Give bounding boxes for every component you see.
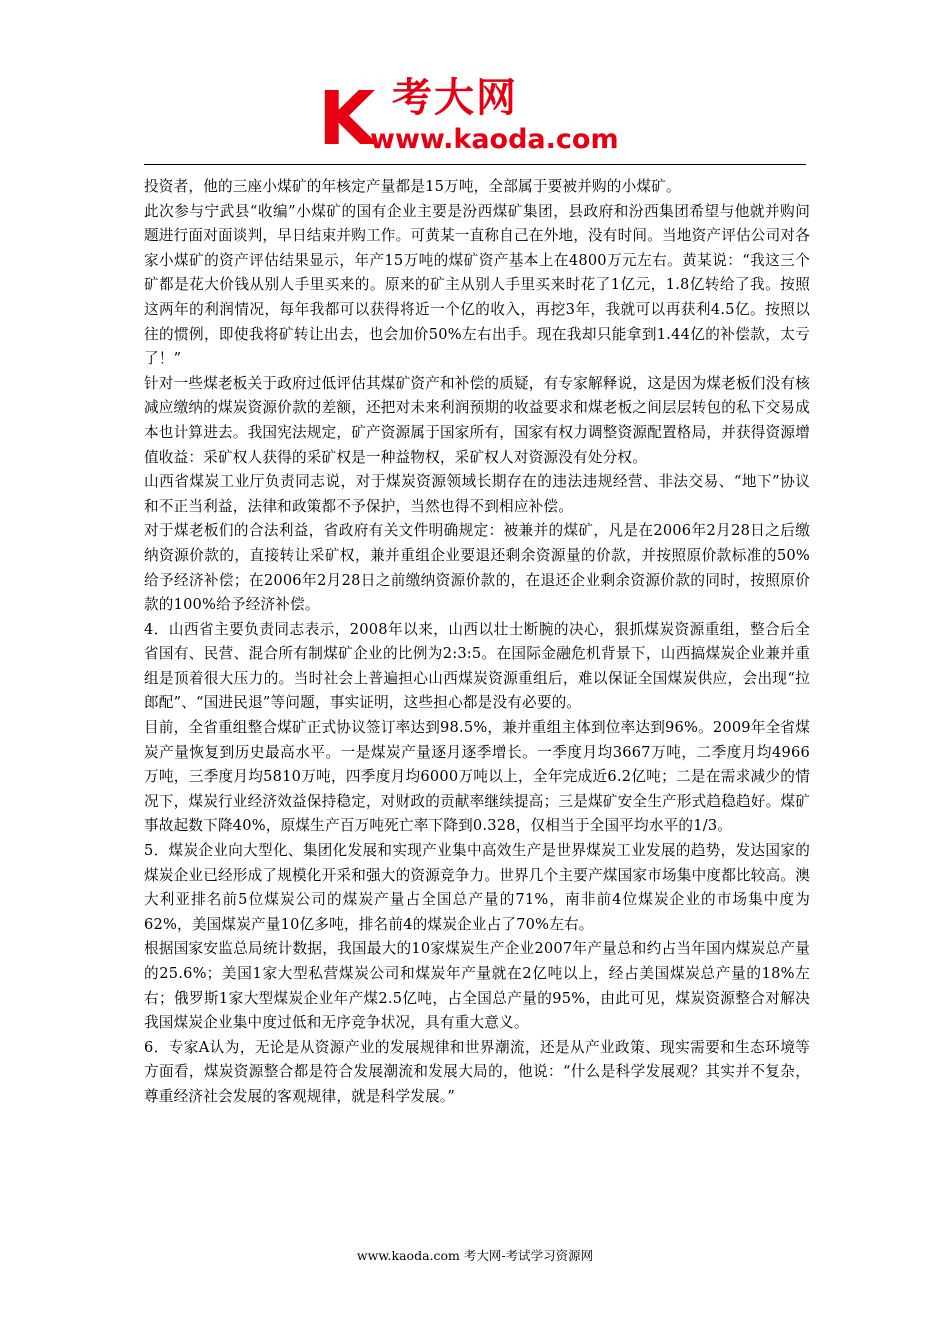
- paragraph: 对于煤老板们的合法利益，省政府有关文件明确规定：被兼并的煤矿，凡是在2006年2月28日之后缴纳资源价款的，直接转让采矿权，兼并重组企业要退还剩余资源量的价款，并按照原价款标准的50%给予经济补偿；在2006年2月28日之前缴纳资源价款的，在退还企业剩余资源价款的同时，按照原价款的100%给予经济补偿。: [144, 522, 810, 614]
- paragraph: 根据国家安监总局统计数据，我国最大的10家煤炭生产企业2007年产量总和约占当年国内煤炭总产量的25.6%；美国1家大型私营煤炭公司和煤炭年产量就在2亿吨以上，经占美国煤炭总产量的18%左右；俄罗斯1家大型煤炭企业年产煤2.5亿吨，占全国总产量的95%，由此可见，煤炭资源整合对解决我国煤炭企业集中度过低和无序竞争状况，具有重大意义。: [144, 940, 810, 1032]
- logo-site-url: www.kaoda.com: [370, 124, 619, 155]
- document-body: [144, 175, 810, 1110]
- paragraph: 针对一些煤老板关于政府过低评估其煤矿资产和补偿的质疑，有专家解释说，这是因为煤老板们没有核减应缴纳的煤炭资源价款的差额，还把对未来利润预期的收益要求和煤老板之间层层转包的私下交易成本也计算进去。我国宪法规定，矿产资源属于国家所有，国家有权力调整资源配置格局，并获得资源增值收益：采矿权人获得的采矿权是一种益物权，采矿权人对资源没有处分权。: [144, 374, 810, 466]
- paragraph: 此次参与宁武县“收编”小煤矿的国有企业主要是汾西煤矿集团，县政府和汾西集团希望与他就并购问题进行面对面谈判，早日结束并购工作。可黄某一直称自己在外地，没有时间。当地资产评估公司对各家小煤矿的资产评估结果显示，年产15万吨的煤矿资产基本上在4800万元左右。黄某说：“我这三个矿都是花大价钱从别人手里买来的。原来的矿主从别人手里买来时花了1亿元，1.8亿转给了我。按照这两年的利润情况，每年我都可以获得将近一个亿的收入，再挖3年，我就可以再获利4.5亿。按照以往的惯例，即使我将矿转让出去，也会加价50%左右出手。现在我却只能拿到1.44亿的补偿款，太亏了！”: [144, 202, 810, 368]
- paragraph: 目前，全省重组整合煤矿正式协议签订率达到98.5%，兼并重组主体到位率达到96%。2009年全省煤炭产量恢复到历史最高水平。一是煤炭产量逐月逐季增长。一季度月均3667万吨，二季度月均4966万吨，三季度月均5810万吨，四季度月均6000万吨以上，全年完成近6.2亿吨；二是在需求减少的情况下，煤炭行业经济效益保持稳定，对财政的贡献率继续提高；三是煤矿安全生产形式趋稳趋好。煤矿事故起数下降40%，原煤生产百万吨死亡率下降到0.328，仅相当于全国平均水平的1/3。: [144, 719, 810, 835]
- paragraph: 山西省煤炭工业厅负责同志说，对于煤炭资源领域长期存在的违法违规经营、非法交易、“地下”协议和不正当利益，法律和政策都不予保护，当然也得不到相应补偿。: [144, 473, 810, 515]
- paragraph: 6．专家A认为，无论是从资源产业的发展规律和世界潮流，还是从产业政策、现实需要和生态环境等方面看，煤炭资源整合都是符合发展潮流和发展大局的，他说：“什么是科学发展观？其实并不复杂，尊重经济社会发展的客观规律，就是科学发展。”: [144, 1038, 810, 1105]
- header-divider: [144, 164, 806, 165]
- logo-k-mark: K: [318, 76, 372, 162]
- kaoda-logo[interactable]: [318, 74, 638, 160]
- logo-site-name: 考大网: [392, 75, 518, 121]
- paragraph: 投资者，他的三座小煤矿的年核定产量都是15万吨，全部属于要被并购的小煤矿。: [144, 178, 681, 195]
- paragraph: 4．山西省主要负责同志表示，2008年以来，山西以壮士断腕的决心，狠抓煤炭资源重组，整合后全省国有、民营、混合所有制煤矿企业的比例为2:3:5。在国际金融危机背景下，山西搞煤炭企业兼并重组是顶着很大压力的。当时社会上普遍担心山西煤炭资源重组后，难以保证全国煤炭供应，会出现“拉郎配”、“国进民退”等问题，事实证明，这些担心都是没有必要的。: [144, 620, 810, 712]
- paragraph: 5．煤炭企业向大型化、集团化发展和实现产业集中高效生产是世界煤炭工业发展的趋势，发达国家的煤炭企业已经形成了规模化开采和强大的资源竞争力。世界几个主要产煤国家市场集中度都比较高。澳大利亚排名前5位煤炭公司的煤炭产量占全国总产量的71%，南非前4位煤炭企业的市场集中度为62%，美国煤炭产量10亿多吨，排名前4的煤炭企业占了70%左右。: [144, 842, 810, 933]
- page-footer: www.kaoda.com 考大网-考试学习资源网: [356, 1248, 594, 1263]
